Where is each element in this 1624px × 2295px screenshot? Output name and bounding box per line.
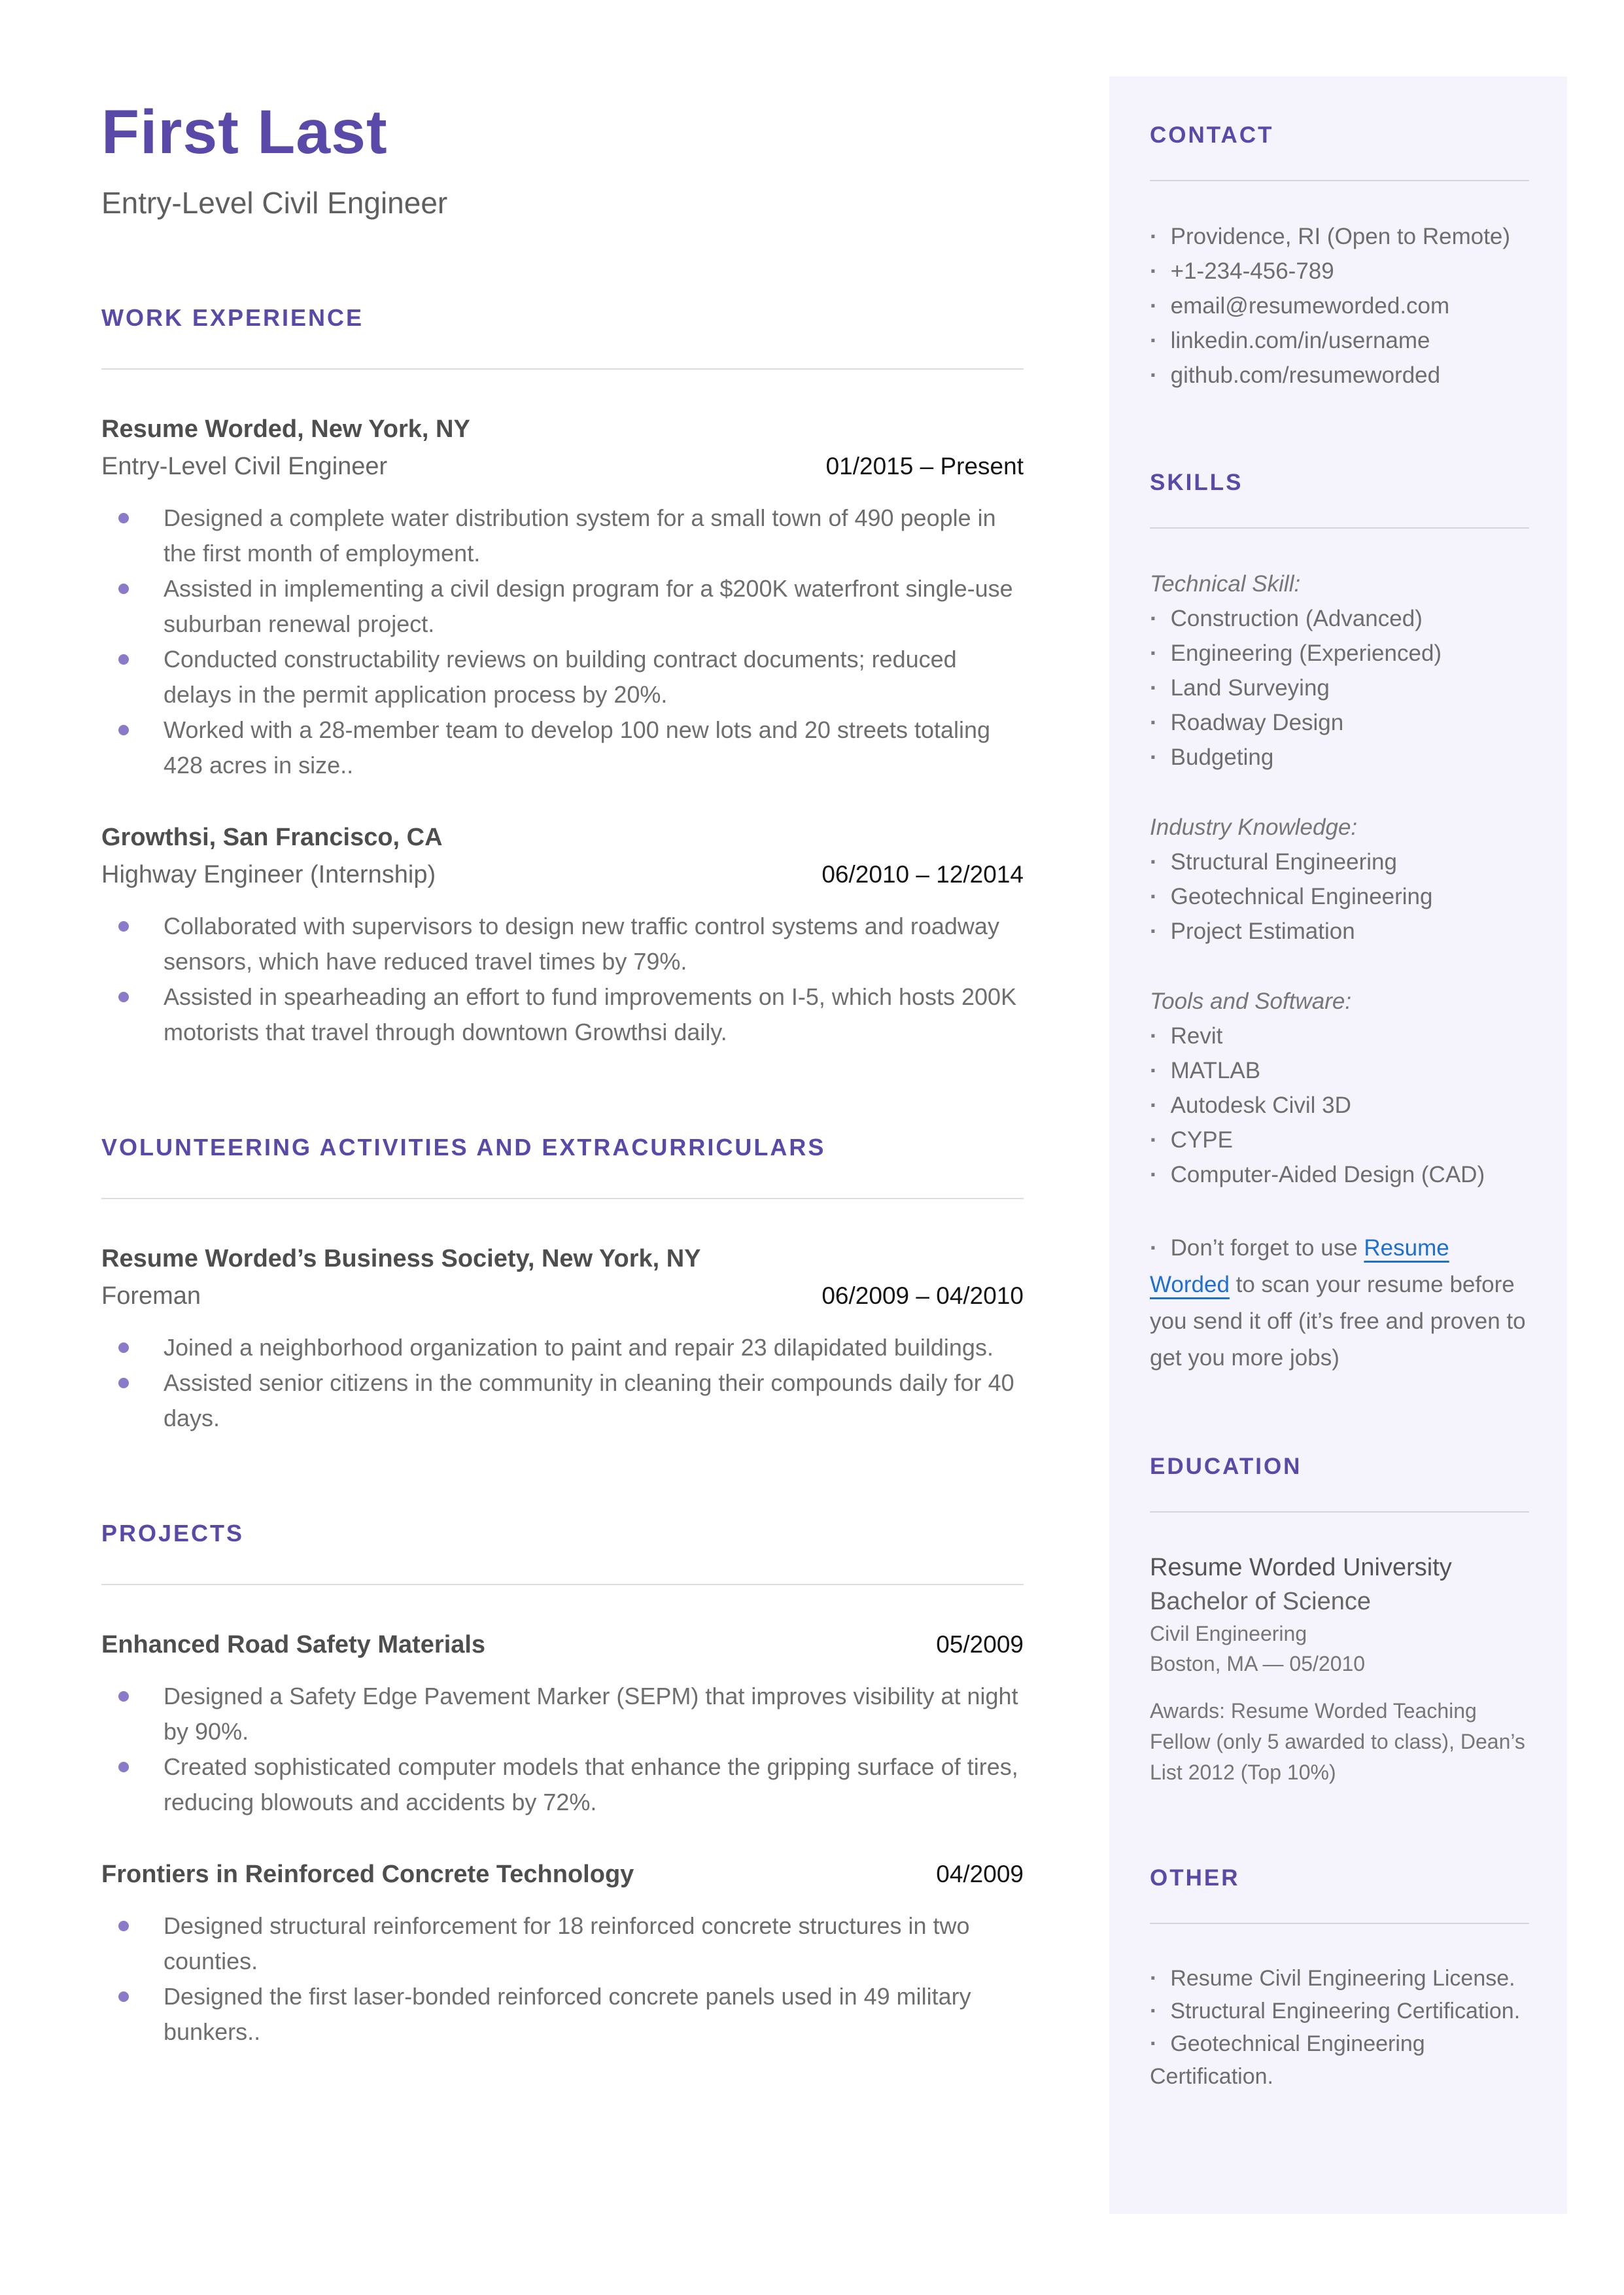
work-experience-heading: WORK EXPERIENCE — [101, 304, 364, 331]
resume-worded-link[interactable]: Resume Worded — [1150, 1235, 1449, 1297]
projects-heading: PROJECTS — [101, 1519, 245, 1547]
bullet-item: Joined a neighborhood organization to paint and repair 23 dilapidated buildings. — [101, 1330, 1024, 1365]
contact-github: · github.com/resumeworded — [1150, 358, 1529, 393]
contact-linkedin: · linkedin.com/in/username — [1150, 323, 1529, 358]
volunteering-heading: VOLUNTEERING ACTIVITIES AND EXTRACURRICULARS — [101, 1133, 826, 1161]
job-bullet-list — [101, 909, 1024, 1050]
job-entry — [101, 415, 1024, 783]
skills-group-label-industry: Industry Knowledge: — [1150, 815, 1358, 840]
volunteering-entry — [101, 1245, 1024, 1436]
bullet-item: Assisted in spearheading an effort to fund improvements on I-5, which hosts 200K motorists that travel through downtown Growthsi daily. — [101, 979, 1024, 1050]
resume-worded-note — [1150, 1230, 1529, 1376]
project-bullet-list — [101, 1679, 1024, 1820]
skill-item: · Revit — [1150, 1019, 1529, 1053]
skills-group-label-tools: Tools and Software: — [1150, 989, 1352, 1014]
divider — [1150, 180, 1529, 181]
job-company: Growthsi, San Francisco, CA — [101, 823, 443, 851]
other-item: · Structural Engineering Certification. — [1150, 1995, 1529, 2027]
education-location-date: Boston, MA — 05/2010 — [1150, 1652, 1366, 1675]
sidebar-panel — [1109, 77, 1567, 2214]
job-title: Highway Engineer (Internship) — [101, 860, 436, 888]
job-bullet-list — [101, 500, 1024, 783]
note-text-post: to scan your resume before you send it off (it’s free and proven to get you more jobs) — [1150, 1272, 1526, 1371]
skill-item: · Budgeting — [1150, 740, 1529, 775]
bullet-item: Created sophisticated computer models that enhance the gripping surface of tires, reducing blowouts and accidents by 72%. — [101, 1749, 1024, 1820]
bullet-item: Assisted senior citizens in the community in cleaning their compounds daily for 40 days. — [101, 1365, 1024, 1436]
bullet-item: Conducted constructability reviews on building contract documents; reduced delays in the permit application process by 20%. — [101, 642, 1024, 712]
job-entry — [101, 824, 1024, 1050]
skill-item: · Project Estimation — [1150, 914, 1529, 949]
skill-item: · Engineering (Experienced) — [1150, 636, 1529, 671]
divider — [1150, 1923, 1529, 1924]
volunteering-org: Resume Worded’s Business Society, New York, NY — [101, 1244, 701, 1272]
other-item: · Geotechnical Engineering Certification. — [1150, 2027, 1529, 2093]
education-awards: Awards: Resume Worded Teaching Fellow (only 5 awarded to class), Dean’s List 2012 (Top 10%) — [1150, 1699, 1525, 1784]
note-text-pre: Don’t forget to use — [1170, 1235, 1364, 1261]
bullet-item: Designed a Safety Edge Pavement Marker (SEPM) that improves visibility at night by 90%. — [101, 1679, 1024, 1749]
project-date: 05/2009 — [936, 1630, 1024, 1658]
volunteering-role-row — [101, 1282, 1024, 1310]
project-bullet-list — [101, 1908, 1024, 2050]
sidebar-section-other — [1150, 1865, 1529, 2093]
divider — [1150, 527, 1529, 529]
other-item: · Resume Civil Engineering License. — [1150, 1962, 1529, 1995]
contact-heading: CONTACT — [1150, 122, 1274, 148]
project-title-row — [101, 1631, 1024, 1659]
job-role-row — [101, 453, 1024, 481]
skill-item: · CYPE — [1150, 1123, 1529, 1157]
project-date: 04/2009 — [936, 1860, 1024, 1887]
divider — [1150, 1511, 1529, 1513]
divider — [101, 1198, 1024, 1199]
project-title-row — [101, 1861, 1024, 1889]
other-heading: OTHER — [1150, 1865, 1240, 1891]
skill-item: · Roadway Design — [1150, 705, 1529, 740]
divider — [101, 368, 1024, 370]
bullet-item: Designed the first laser-bonded reinforced concrete panels used in 49 military bunkers.. — [101, 1979, 1024, 2050]
project-name: Enhanced Road Safety Materials — [101, 1630, 486, 1658]
skill-item: · Computer-Aided Design (CAD) — [1150, 1157, 1529, 1192]
bullet-item: Worked with a 28-member team to develop 100 new lots and 20 streets totaling 428 acres in size.. — [101, 712, 1024, 783]
skill-item: · Structural Engineering — [1150, 845, 1529, 879]
skill-item: · Construction (Advanced) — [1150, 601, 1529, 636]
main-column — [101, 98, 1024, 2050]
job-company: Resume Worded, New York, NY — [101, 415, 470, 443]
volunteering-dates: 06/2009 – 04/2010 — [821, 1282, 1024, 1309]
bullet-item: Collaborated with supervisors to design new traffic control systems and roadway sensors, which have reduced travel times by 79%. — [101, 909, 1024, 979]
sidebar-section-contact — [1150, 122, 1529, 393]
job-dates: 06/2010 – 12/2014 — [821, 860, 1024, 888]
sidebar-section-skills — [1150, 470, 1529, 1376]
person-title: Entry-Level Civil Engineer — [101, 185, 448, 220]
skill-item: · MATLAB — [1150, 1053, 1529, 1088]
section-volunteering — [101, 1134, 1024, 1436]
project-entry — [101, 1861, 1024, 2050]
bullet-item: Assisted in implementing a civil design program for a $200K waterfront single-use suburban renewal project. — [101, 571, 1024, 642]
job-role-row — [101, 861, 1024, 889]
contact-email: · email@resumeworded.com — [1150, 289, 1529, 323]
project-entry — [101, 1631, 1024, 1820]
bullet-item: Designed structural reinforcement for 18 reinforced concrete structures in two counties. — [101, 1908, 1024, 1979]
divider — [101, 1584, 1024, 1585]
skill-item: · Autodesk Civil 3D — [1150, 1088, 1529, 1123]
volunteering-title: Foreman — [101, 1282, 201, 1310]
education-school: Resume Worded University — [1150, 1554, 1452, 1581]
contact-phone: · +1-234-456-789 — [1150, 254, 1529, 289]
skill-item: · Land Surveying — [1150, 671, 1529, 705]
education-degree: Bachelor of Science — [1150, 1588, 1371, 1615]
section-work-experience — [101, 304, 1024, 1050]
job-dates: 01/2015 – Present — [825, 452, 1024, 480]
section-projects — [101, 1520, 1024, 2050]
skill-item: · Geotechnical Engineering — [1150, 879, 1529, 914]
job-title: Entry-Level Civil Engineer — [101, 452, 388, 480]
project-name: Frontiers in Reinforced Concrete Technology — [101, 1860, 634, 1888]
sidebar-section-education — [1150, 1454, 1529, 1788]
bullet-item: Designed a complete water distribution system for a small town of 490 people in the first month of employment. — [101, 500, 1024, 571]
education-major: Civil Engineering — [1150, 1622, 1307, 1645]
contact-location: · Providence, RI (Open to Remote) — [1150, 219, 1529, 254]
person-name: First Last — [101, 97, 388, 167]
education-heading: EDUCATION — [1150, 1454, 1302, 1479]
skills-heading: SKILLS — [1150, 470, 1243, 495]
skills-group-label-technical: Technical Skill: — [1150, 571, 1301, 597]
volunteering-bullet-list — [101, 1330, 1024, 1436]
